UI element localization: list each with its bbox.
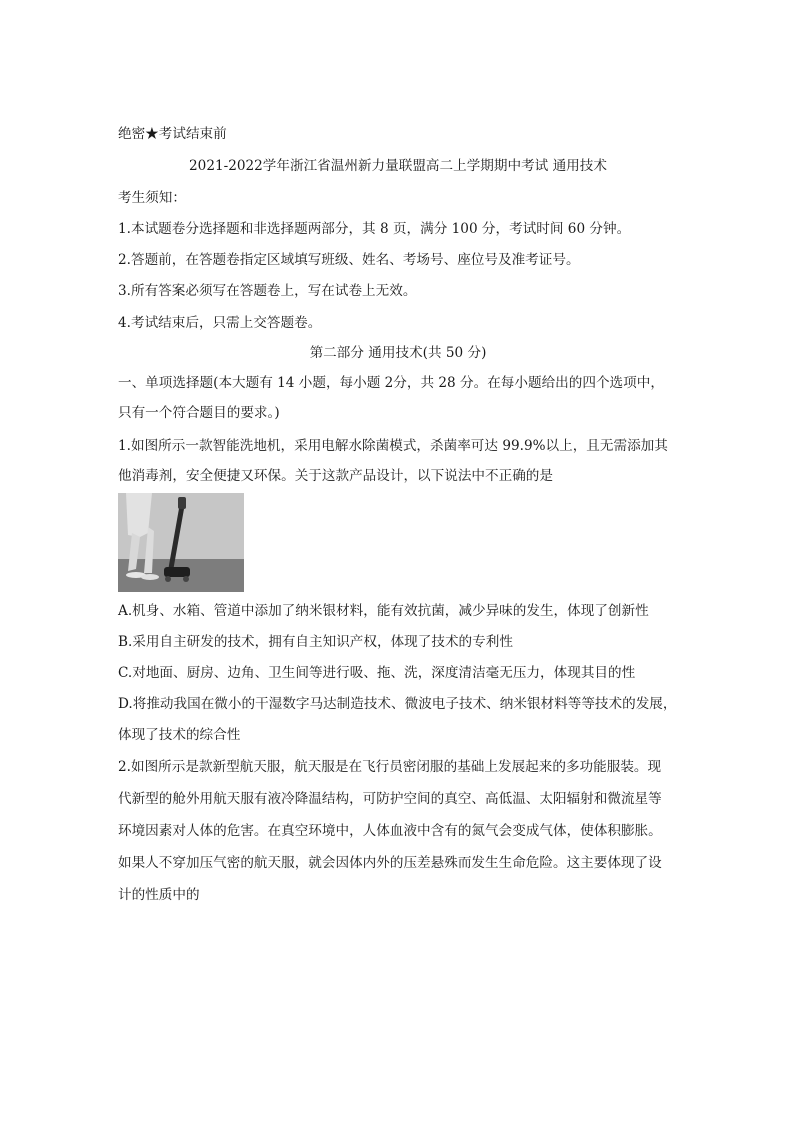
question-1-option-c: C.对地面、厨房、边角、卫生间等进行吸、拖、洗，深度清洁毫无压力，体现其目的性 <box>118 665 636 681</box>
section-instruction: 一、单项选择题(本大题有 14 小题，每小题 2分，共 28 分。在每小题给出的四个选项中， <box>118 375 664 391</box>
question-1-option-d: D.将推动我国在微小的干湿数字马达制造技术、微波电子技术、纳米银材料等等技术的发展， <box>118 696 677 712</box>
question-2-stem: 环境因素对人体的危害。在真空环境中，人体血液中含有的氮气会变成气体，使体积膨胀。 <box>118 823 662 839</box>
notice-heading: 考生须知： <box>118 190 186 206</box>
notice-item: 1.本试题卷分选择题和非选择题两部分，其 8 页，满分 100 分，考试时间 60 分钟。 <box>118 221 631 237</box>
notice-item: 4.考试结束后，只需上交答题卷。 <box>118 315 322 331</box>
exam-title: 2021-2022学年浙江省温州新力量联盟高二上学期期中考试 通用技术 <box>189 158 607 174</box>
secret-mark: 绝密★考试结束前 <box>118 126 227 142</box>
question-2-stem: 如果人不穿加压气密的航天服，就会因体内外的压差悬殊而发生生命危险。这主要体现了设 <box>118 855 662 871</box>
floor-washer-illustration <box>118 493 244 592</box>
question-1-option-d-cont: 体现了技术的综合性 <box>118 727 241 743</box>
question-2-stem: 2.如图所示是款新型航天服，航天服是在飞行员密闭服的基础上发展起来的多功能服装。现 <box>118 759 662 775</box>
question-1-stem: 1.如图所示一款智能洗地机，采用电解水除菌模式，杀菌率可达 99.9%以上，且无需添加其 <box>118 438 668 454</box>
question-1-option-a: A.机身、水箱、管道中添加了纳米银材料，能有效抗菌，减少异味的发生，体现了创新性 <box>118 603 649 619</box>
question-1-option-b: B.采用自主研发的技术，拥有自主知识产权，体现了技术的专利性 <box>118 634 513 650</box>
notice-item: 2.答题前，在答题卷指定区域填写班级、姓名、考场号、座位号及准考证号。 <box>118 252 580 268</box>
question-1-stem: 他消毒剂，安全便捷又环保。关于这款产品设计，以下说法中不正确的是 <box>118 468 553 484</box>
question-2-stem: 代新型的舱外用航天服有液冷降温结构，可防护空间的真空、高低温、太阳辐射和微流星等 <box>118 791 662 807</box>
floor-washer-photo <box>118 493 244 592</box>
notice-item: 3.所有答案必须写在答题卷上，写在试卷上无效。 <box>118 283 417 299</box>
question-2-stem: 计的性质中的 <box>118 887 200 903</box>
section-instruction: 只有一个符合题目的要求。) <box>118 405 280 421</box>
part-title: 第二部分 通用技术(共 50 分) <box>309 345 487 361</box>
